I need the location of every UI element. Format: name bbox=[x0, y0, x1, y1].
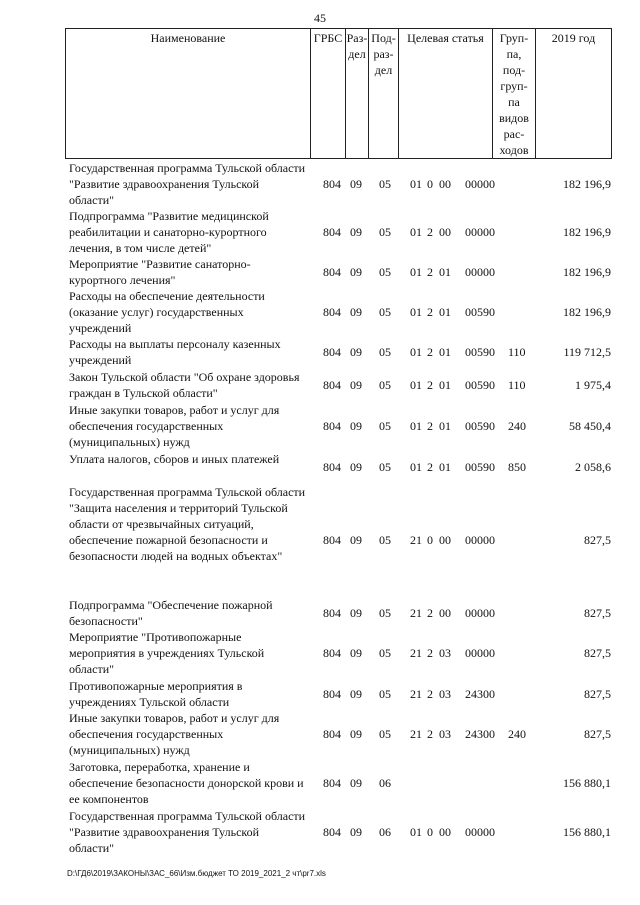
row-t1: 01 bbox=[410, 825, 422, 839]
row-grp: 240 bbox=[508, 419, 526, 433]
row-amt: 2 058,6 bbox=[575, 460, 611, 474]
row-podr: 05 bbox=[379, 265, 391, 279]
row-t2: 2 bbox=[427, 646, 433, 660]
header-razdel: Раз- дел bbox=[346, 29, 369, 159]
row-t4: 00590 bbox=[465, 460, 495, 474]
row-t4: 24300 bbox=[465, 687, 495, 701]
row-name: Расходы на выплаты персоналу казенных учреждений bbox=[69, 337, 281, 367]
row-razd: 09 bbox=[350, 177, 362, 191]
header-year: 2019 год bbox=[536, 29, 612, 159]
row-name: Подпрограмма "Обеспечение пожарной безопасности" bbox=[69, 598, 273, 628]
row-razd: 09 bbox=[350, 265, 362, 279]
row-amt: 827,5 bbox=[584, 606, 611, 620]
row-t1: 01 bbox=[410, 419, 422, 433]
row-t1: 21 bbox=[410, 606, 422, 620]
table-row bbox=[65, 160, 615, 208]
row-t2: 2 bbox=[427, 305, 433, 319]
row-t4: 00000 bbox=[465, 265, 495, 279]
row-t1: 01 bbox=[410, 177, 422, 191]
row-amt: 119 712,5 bbox=[563, 345, 611, 359]
row-t1: 01 bbox=[410, 460, 422, 474]
table-row bbox=[65, 369, 615, 401]
row-t3: 01 bbox=[439, 419, 451, 433]
row-t4: 00000 bbox=[465, 646, 495, 660]
row-grbs: 804 bbox=[323, 345, 341, 359]
row-razd: 09 bbox=[350, 533, 362, 547]
page-number: 45 bbox=[314, 11, 326, 25]
row-grp: 110 bbox=[508, 378, 526, 392]
row-grbs: 804 bbox=[323, 646, 341, 660]
row-t3: 01 bbox=[439, 305, 451, 319]
row-t2: 0 bbox=[427, 177, 433, 191]
row-razd: 09 bbox=[350, 378, 362, 392]
row-podr: 05 bbox=[379, 533, 391, 547]
table-row bbox=[65, 808, 615, 856]
row-amt: 182 196,9 bbox=[563, 177, 611, 191]
row-razd: 09 bbox=[350, 419, 362, 433]
row-amt: 1 975,4 bbox=[575, 378, 611, 392]
row-t2: 2 bbox=[427, 419, 433, 433]
row-t2: 0 bbox=[427, 825, 433, 839]
row-razd: 09 bbox=[350, 825, 362, 839]
row-podr: 05 bbox=[379, 460, 391, 474]
row-grp: 240 bbox=[508, 727, 526, 741]
row-amt: 58 450,4 bbox=[569, 419, 611, 433]
row-t4: 00000 bbox=[465, 825, 495, 839]
row-name: Заготовка, переработка, хранение и обеспечение безопасности донорской крови и ее компонентов bbox=[69, 760, 304, 806]
table-header bbox=[65, 28, 612, 159]
row-name: Иные закупки товаров, работ и услуг для обеспечения государственных (муниципальных) нужд bbox=[69, 403, 280, 449]
table-row bbox=[65, 451, 615, 474]
row-grbs: 804 bbox=[323, 606, 341, 620]
row-t2: 2 bbox=[427, 727, 433, 741]
row-t3: 00 bbox=[439, 177, 451, 191]
table-row bbox=[65, 678, 615, 710]
row-grbs: 804 bbox=[323, 533, 341, 547]
row-grbs: 804 bbox=[323, 419, 341, 433]
row-name: Государственная программа Тульской области "Развитие здравоохранения Тульской области" bbox=[69, 161, 306, 207]
header-name: Наименование bbox=[66, 29, 311, 159]
table-row bbox=[65, 208, 615, 256]
row-grbs: 804 bbox=[323, 225, 341, 239]
row-podr: 06 bbox=[379, 825, 391, 839]
row-podr: 05 bbox=[379, 225, 391, 239]
row-t3: 03 bbox=[439, 646, 451, 660]
row-t1: 21 bbox=[410, 533, 422, 547]
row-razd: 09 bbox=[350, 687, 362, 701]
row-razd: 09 bbox=[350, 776, 362, 790]
row-amt: 827,5 bbox=[584, 533, 611, 547]
row-t2: 0 bbox=[427, 533, 433, 547]
table-row bbox=[65, 288, 615, 336]
file-path-footer: D:\ГД6\2019\ЗАКОНЫ\ЗАС_66\Изм.бюджет ТО 2019_2021_2 чт\pr7.xls bbox=[67, 869, 326, 878]
row-name: Мероприятие "Противопожарные мероприятия в учреждениях Тульской области" bbox=[69, 630, 265, 676]
row-t4: 00590 bbox=[465, 378, 495, 392]
row-amt: 182 196,9 bbox=[563, 265, 611, 279]
row-razd: 09 bbox=[350, 646, 362, 660]
table-row bbox=[65, 759, 615, 807]
row-podr: 05 bbox=[379, 345, 391, 359]
table-row bbox=[65, 402, 615, 450]
row-t3: 03 bbox=[439, 727, 451, 741]
row-t1: 01 bbox=[410, 345, 422, 359]
row-amt: 182 196,9 bbox=[563, 225, 611, 239]
header-group: Груп- па, под- груп- па видов рас- ходов bbox=[493, 29, 536, 159]
row-t2: 2 bbox=[427, 265, 433, 279]
row-name: Иные закупки товаров, работ и услуг для обеспечения государственных (муниципальных) нужд bbox=[69, 711, 280, 757]
row-t3: 01 bbox=[439, 460, 451, 474]
row-t1: 21 bbox=[410, 687, 422, 701]
row-t2: 2 bbox=[427, 345, 433, 359]
table-row bbox=[65, 336, 615, 368]
row-grbs: 804 bbox=[323, 265, 341, 279]
row-t4: 00590 bbox=[465, 305, 495, 319]
row-amt: 182 196,9 bbox=[563, 305, 611, 319]
row-grbs: 804 bbox=[323, 687, 341, 701]
row-amt: 827,5 bbox=[584, 727, 611, 741]
row-t3: 01 bbox=[439, 265, 451, 279]
row-grbs: 804 bbox=[323, 727, 341, 741]
row-amt: 827,5 bbox=[584, 646, 611, 660]
row-t4: 00590 bbox=[465, 345, 495, 359]
header-target: Целевая статья bbox=[399, 29, 493, 159]
row-amt: 827,5 bbox=[584, 687, 611, 701]
row-podr: 05 bbox=[379, 606, 391, 620]
row-name: Расходы на обеспечение деятельности (оказание услуг) государственных учреждений bbox=[69, 289, 265, 335]
table-row bbox=[65, 256, 615, 288]
table-row bbox=[65, 597, 615, 629]
row-podr: 06 bbox=[379, 776, 391, 790]
row-grbs: 804 bbox=[323, 305, 341, 319]
row-t4: 00000 bbox=[465, 606, 495, 620]
row-t4: 24300 bbox=[465, 727, 495, 741]
row-t2: 2 bbox=[427, 225, 433, 239]
row-grbs: 804 bbox=[323, 177, 341, 191]
row-amt: 156 880,1 bbox=[563, 825, 611, 839]
row-t3: 01 bbox=[439, 378, 451, 392]
row-grbs: 804 bbox=[323, 378, 341, 392]
header-podrazdel: Под- раз- дел bbox=[369, 29, 399, 159]
row-t1: 21 bbox=[410, 727, 422, 741]
row-t3: 00 bbox=[439, 225, 451, 239]
row-podr: 05 bbox=[379, 727, 391, 741]
row-t1: 01 bbox=[410, 265, 422, 279]
row-podr: 05 bbox=[379, 378, 391, 392]
row-podr: 05 bbox=[379, 646, 391, 660]
row-t4: 00000 bbox=[465, 225, 495, 239]
row-grbs: 804 bbox=[323, 825, 341, 839]
row-podr: 05 bbox=[379, 419, 391, 433]
row-razd: 09 bbox=[350, 305, 362, 319]
row-t4: 00590 bbox=[465, 419, 495, 433]
table-row bbox=[65, 629, 615, 677]
row-razd: 09 bbox=[350, 345, 362, 359]
row-t4: 00000 bbox=[465, 533, 495, 547]
row-t1: 01 bbox=[410, 305, 422, 319]
row-name: Мероприятие "Развитие санаторно-курортного лечения" bbox=[69, 257, 251, 287]
row-razd: 09 bbox=[350, 606, 362, 620]
header-grbs: ГРБС bbox=[311, 29, 346, 159]
row-podr: 05 bbox=[379, 305, 391, 319]
row-razd: 09 bbox=[350, 460, 362, 474]
row-t2: 2 bbox=[427, 378, 433, 392]
row-amt: 156 880,1 bbox=[563, 776, 611, 790]
row-t2: 2 bbox=[427, 460, 433, 474]
row-name: Закон Тульской области "Об охране здоровья граждан в Тульской области" bbox=[69, 370, 300, 400]
row-razd: 09 bbox=[350, 225, 362, 239]
row-t2: 2 bbox=[427, 687, 433, 701]
row-t1: 01 bbox=[410, 225, 422, 239]
row-t1: 01 bbox=[410, 378, 422, 392]
row-t3: 00 bbox=[439, 825, 451, 839]
table-row bbox=[65, 710, 615, 758]
row-t1: 21 bbox=[410, 646, 422, 660]
row-name: Уплата налогов, сборов и иных платежей bbox=[69, 452, 280, 466]
row-t4: 00000 bbox=[465, 177, 495, 191]
row-t3: 00 bbox=[439, 533, 451, 547]
row-podr: 05 bbox=[379, 177, 391, 191]
row-t3: 01 bbox=[439, 345, 451, 359]
row-t3: 03 bbox=[439, 687, 451, 701]
row-grp: 850 bbox=[508, 460, 526, 474]
row-t3: 00 bbox=[439, 606, 451, 620]
row-grp: 110 bbox=[508, 345, 526, 359]
table-row bbox=[65, 484, 615, 580]
row-t2: 2 bbox=[427, 606, 433, 620]
row-grbs: 804 bbox=[323, 776, 341, 790]
row-podr: 05 bbox=[379, 687, 391, 701]
row-name: Государственная программа Тульской области "Защита населения и территорий Тульской области от чрезвычайных ситуаций, обеспечение пожарной безопасности и безопасности людей на водных объектах" bbox=[69, 485, 306, 563]
row-razd: 09 bbox=[350, 727, 362, 741]
row-name: Подпрограмма "Развитие медицинской реабилитации и санаторно-курортного лечения, в том числе детей" bbox=[69, 209, 269, 255]
row-grbs: 804 bbox=[323, 460, 341, 474]
row-name: Противопожарные мероприятия в учреждениях Тульской области bbox=[69, 679, 243, 709]
row-name: Государственная программа Тульской области "Развитие здравоохранения Тульской области" bbox=[69, 809, 306, 855]
